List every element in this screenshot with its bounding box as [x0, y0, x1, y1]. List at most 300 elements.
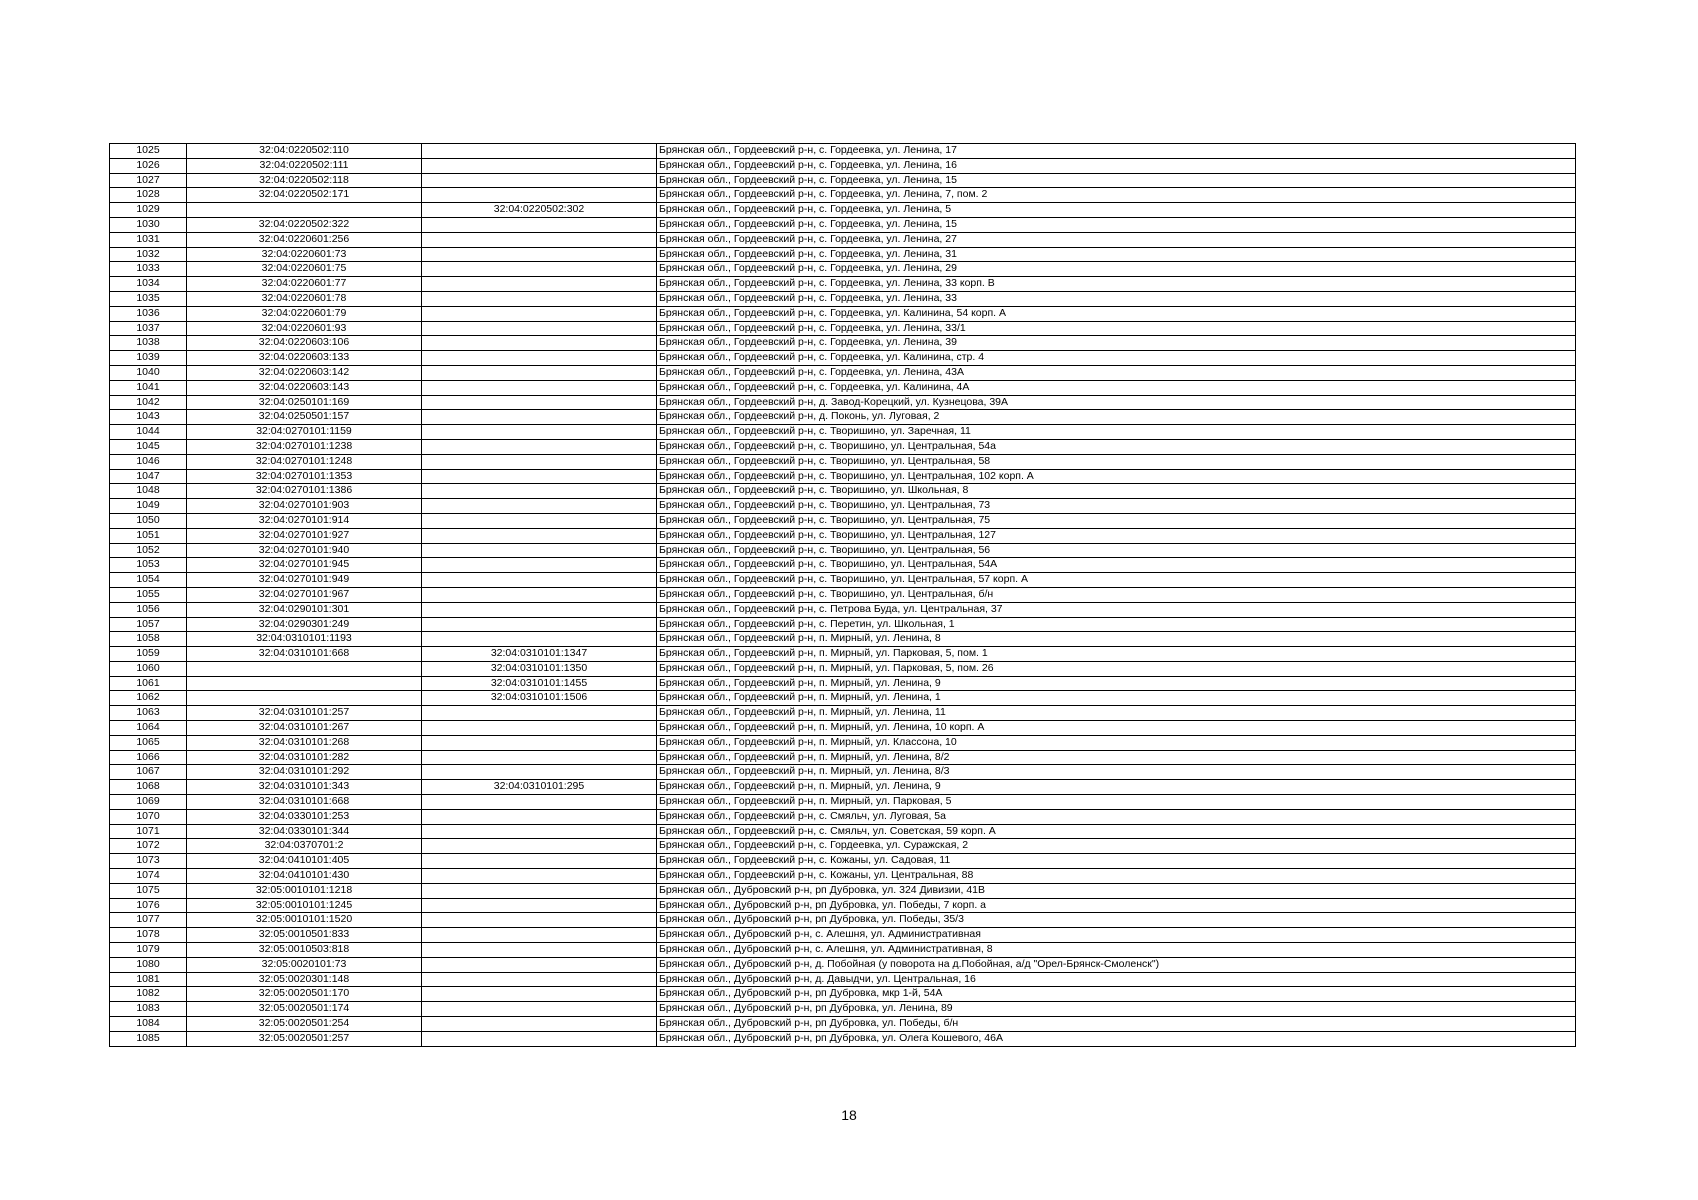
table-row: [110, 558, 1576, 573]
cadastral-number-cell: 32:04:0330101:253: [187, 809, 422, 824]
row-number-cell: 1067: [110, 765, 187, 780]
address-cell: Брянская обл., Гордеевский р-н, с. Петрова Буда, ул. Центральная, 37: [657, 602, 1576, 617]
cadastral-number-cell: 32:04:0220601:75: [187, 262, 422, 277]
table-row: [110, 928, 1576, 943]
row-number-cell: 1051: [110, 528, 187, 543]
cadastral-number-cell: 32:05:0020301:148: [187, 972, 422, 987]
table-row: [110, 602, 1576, 617]
cadastral-number-cell: 32:05:0010101:1218: [187, 883, 422, 898]
table-row: [110, 528, 1576, 543]
row-number-cell: 1079: [110, 943, 187, 958]
table-row: [110, 647, 1576, 662]
table-row: [110, 691, 1576, 706]
table-row: [110, 809, 1576, 824]
address-cell: Брянская обл., Гордеевский р-н, с. Гордеевка, ул. Калинина, 54 корп. А: [657, 306, 1576, 321]
row-number-cell: 1046: [110, 454, 187, 469]
related-cadastral-number-cell: [422, 232, 657, 247]
row-number-cell: 1059: [110, 647, 187, 662]
row-number-cell: 1029: [110, 203, 187, 218]
row-number-cell: 1028: [110, 188, 187, 203]
address-cell: Брянская обл., Гордеевский р-н, п. Мирный, ул. Парковая, 5, пом. 1: [657, 647, 1576, 662]
table-row: [110, 1002, 1576, 1017]
table-row: [110, 957, 1576, 972]
row-number-cell: 1085: [110, 1031, 187, 1046]
address-cell: Брянская обл., Гордеевский р-н, с. Творишино, ул. Центральная, 102 корп. А: [657, 469, 1576, 484]
address-cell: Брянская обл., Гордеевский р-н, п. Мирный, ул. Ленина, 11: [657, 706, 1576, 721]
row-number-cell: 1078: [110, 928, 187, 943]
related-cadastral-number-cell: [422, 1031, 657, 1046]
address-cell: Брянская обл., Гордеевский р-н, д. Завод-Корецкий, ул. Кузнецова, 39А: [657, 395, 1576, 410]
cadastral-number-cell: 32:04:0370701:2: [187, 839, 422, 854]
row-number-cell: 1043: [110, 410, 187, 425]
address-cell: Брянская обл., Гордеевский р-н, п. Мирный, ул. Ленина, 8/3: [657, 765, 1576, 780]
address-cell: Брянская обл., Гордеевский р-н, с. Творишино, ул. Центральная, 54А: [657, 558, 1576, 573]
related-cadastral-number-cell: [422, 484, 657, 499]
cadastral-number-cell: 32:05:0020501:174: [187, 1002, 422, 1017]
table-row: [110, 913, 1576, 928]
address-cell: Брянская обл., Гордеевский р-н, с. Смяльч, ул. Луговая, 5а: [657, 809, 1576, 824]
cadastral-number-cell: 32:04:0270101:903: [187, 499, 422, 514]
table-row: [110, 247, 1576, 262]
table-row: [110, 410, 1576, 425]
related-cadastral-number-cell: [422, 543, 657, 558]
address-cell: Брянская обл., Дубровский р-н, д. Давыдчи, ул. Центральная, 16: [657, 972, 1576, 987]
row-number-cell: 1055: [110, 587, 187, 602]
address-cell: Брянская обл., Гордеевский р-н, с. Творишино, ул. Центральная, 56: [657, 543, 1576, 558]
address-cell: Брянская обл., Гордеевский р-н, с. Творишино, ул. Центральная, 54а: [657, 439, 1576, 454]
table-row: [110, 203, 1576, 218]
related-cadastral-number-cell: [422, 321, 657, 336]
address-cell: Брянская обл., Гордеевский р-н, с. Кожаны, ул. Садовая, 11: [657, 854, 1576, 869]
cadastral-number-cell: 32:04:0220502:171: [187, 188, 422, 203]
row-number-cell: 1031: [110, 232, 187, 247]
address-cell: Брянская обл., Гордеевский р-н, с. Кожаны, ул. Центральная, 88: [657, 869, 1576, 884]
related-cadastral-number-cell: [422, 573, 657, 588]
address-cell: Брянская обл., Дубровский р-н, рп Дубровка, ул. Победы, 7 корп. а: [657, 898, 1576, 913]
related-cadastral-number-cell: [422, 883, 657, 898]
row-number-cell: 1062: [110, 691, 187, 706]
row-number-cell: 1049: [110, 499, 187, 514]
address-cell: Брянская обл., Гордеевский р-н, с. Гордеевка, ул. Ленина, 43А: [657, 365, 1576, 380]
related-cadastral-number-cell: [422, 277, 657, 292]
address-cell: Брянская обл., Гордеевский р-н, д. Поконь, ул. Луговая, 2: [657, 410, 1576, 425]
related-cadastral-number-cell: [422, 247, 657, 262]
address-cell: Брянская обл., Дубровский р-н, д. Побойная (у поворота на д.Побойная, а/д "Орел-Брянск-Смоленск"): [657, 957, 1576, 972]
related-cadastral-number-cell: 32:04:0310101:1350: [422, 661, 657, 676]
cadastral-number-cell: 32:04:0220601:78: [187, 291, 422, 306]
cadastral-number-cell: 32:04:0270101:1248: [187, 454, 422, 469]
address-cell: Брянская обл., Гордеевский р-н, с. Гордеевка, ул. Ленина, 33: [657, 291, 1576, 306]
row-number-cell: 1084: [110, 1017, 187, 1032]
address-cell: Брянская обл., Гордеевский р-н, с. Гордеевка, ул. Ленина, 33 корп. В: [657, 277, 1576, 292]
related-cadastral-number-cell: [422, 735, 657, 750]
address-cell: Брянская обл., Гордеевский р-н, с. Творишино, ул. Центральная, 58: [657, 454, 1576, 469]
related-cadastral-number-cell: [422, 380, 657, 395]
cadastral-number-cell: 32:04:0310101:668: [187, 795, 422, 810]
table-row: [110, 262, 1576, 277]
address-cell: Брянская обл., Гордеевский р-н, с. Творишино, ул. Центральная, б/н: [657, 587, 1576, 602]
row-number-cell: 1026: [110, 158, 187, 173]
cadastral-number-cell: 32:05:0010503:818: [187, 943, 422, 958]
row-number-cell: 1081: [110, 972, 187, 987]
address-cell: Брянская обл., Гордеевский р-н, с. Гордеевка, ул. Ленина, 39: [657, 336, 1576, 351]
row-number-cell: 1063: [110, 706, 187, 721]
related-cadastral-number-cell: [422, 765, 657, 780]
table-row: [110, 425, 1576, 440]
table-row: [110, 587, 1576, 602]
row-number-cell: 1075: [110, 883, 187, 898]
cadastral-number-cell: 32:04:0330101:344: [187, 824, 422, 839]
table-row: [110, 854, 1576, 869]
table-row: [110, 735, 1576, 750]
table-row: [110, 1031, 1576, 1046]
related-cadastral-number-cell: [422, 957, 657, 972]
related-cadastral-number-cell: [422, 439, 657, 454]
related-cadastral-number-cell: [422, 632, 657, 647]
row-number-cell: 1080: [110, 957, 187, 972]
table-row: [110, 721, 1576, 736]
related-cadastral-number-cell: [422, 513, 657, 528]
table-row: [110, 1017, 1576, 1032]
address-cell: Брянская обл., Дубровский р-н, рп Дубровка, ул. Победы, б/н: [657, 1017, 1576, 1032]
cadastral-number-cell: [187, 203, 422, 218]
row-number-cell: 1058: [110, 632, 187, 647]
table-row: [110, 173, 1576, 188]
table-row: [110, 869, 1576, 884]
row-number-cell: 1035: [110, 291, 187, 306]
row-number-cell: 1077: [110, 913, 187, 928]
related-cadastral-number-cell: [422, 721, 657, 736]
address-cell: Брянская обл., Гордеевский р-н, с. Гордеевка, ул. Ленина, 15: [657, 173, 1576, 188]
row-number-cell: 1065: [110, 735, 187, 750]
table-row: [110, 883, 1576, 898]
table-row: [110, 306, 1576, 321]
table-row: [110, 144, 1576, 159]
table-row: [110, 898, 1576, 913]
table-row: [110, 365, 1576, 380]
row-number-cell: 1027: [110, 173, 187, 188]
related-cadastral-number-cell: [422, 291, 657, 306]
table-row: [110, 661, 1576, 676]
related-cadastral-number-cell: [422, 454, 657, 469]
table-row: [110, 780, 1576, 795]
related-cadastral-number-cell: [422, 617, 657, 632]
table-row: [110, 617, 1576, 632]
address-cell: Брянская обл., Гордеевский р-н, с. Гордеевка, ул. Ленина, 5: [657, 203, 1576, 218]
address-cell: Брянская обл., Гордеевский р-н, с. Гордеевка, ул. Ленина, 27: [657, 232, 1576, 247]
related-cadastral-number-cell: [422, 987, 657, 1002]
table-row: [110, 765, 1576, 780]
table-row: [110, 232, 1576, 247]
related-cadastral-number-cell: [422, 1002, 657, 1017]
cadastral-number-cell: 32:04:0220502:118: [187, 173, 422, 188]
cadastral-number-cell: 32:04:0250501:157: [187, 410, 422, 425]
related-cadastral-number-cell: 32:04:0310101:1347: [422, 647, 657, 662]
cadastral-number-cell: 32:04:0220603:143: [187, 380, 422, 395]
cadastral-number-cell: 32:04:0270101:1386: [187, 484, 422, 499]
row-number-cell: 1082: [110, 987, 187, 1002]
related-cadastral-number-cell: 32:04:0310101:295: [422, 780, 657, 795]
cadastral-number-cell: 32:05:0020501:254: [187, 1017, 422, 1032]
related-cadastral-number-cell: [422, 943, 657, 958]
cadastral-number-cell: 32:04:0220603:106: [187, 336, 422, 351]
related-cadastral-number-cell: [422, 395, 657, 410]
registry-table: [109, 143, 1576, 1047]
row-number-cell: 1052: [110, 543, 187, 558]
address-cell: Брянская обл., Гордеевский р-н, с. Творишино, ул. Центральная, 75: [657, 513, 1576, 528]
address-cell: Брянская обл., Гордеевский р-н, с. Гордеевка, ул. Ленина, 15: [657, 217, 1576, 232]
cadastral-number-cell: 32:04:0270101:967: [187, 587, 422, 602]
cadastral-number-cell: 32:04:0270101:914: [187, 513, 422, 528]
row-number-cell: 1047: [110, 469, 187, 484]
related-cadastral-number-cell: [422, 528, 657, 543]
table-row: [110, 291, 1576, 306]
table-row: [110, 321, 1576, 336]
related-cadastral-number-cell: [422, 306, 657, 321]
related-cadastral-number-cell: [422, 854, 657, 869]
related-cadastral-number-cell: [422, 410, 657, 425]
address-cell: Брянская обл., Гордеевский р-н, с. Творишино, ул. Центральная, 127: [657, 528, 1576, 543]
table-row: [110, 839, 1576, 854]
address-cell: Брянская обл., Гордеевский р-н, п. Мирный, ул. Ленина, 8/2: [657, 750, 1576, 765]
cadastral-number-cell: 32:04:0290101:301: [187, 602, 422, 617]
row-number-cell: 1057: [110, 617, 187, 632]
cadastral-number-cell: 32:04:0310101:292: [187, 765, 422, 780]
table-row: [110, 158, 1576, 173]
cadastral-number-cell: 32:04:0410101:405: [187, 854, 422, 869]
related-cadastral-number-cell: [422, 898, 657, 913]
row-number-cell: 1054: [110, 573, 187, 588]
row-number-cell: 1036: [110, 306, 187, 321]
table-row: [110, 395, 1576, 410]
row-number-cell: 1050: [110, 513, 187, 528]
table-row: [110, 750, 1576, 765]
address-cell: Брянская обл., Гордеевский р-н, с. Гордеевка, ул. Ленина, 7, пом. 2: [657, 188, 1576, 203]
related-cadastral-number-cell: [422, 750, 657, 765]
table-row: [110, 469, 1576, 484]
cadastral-number-cell: [187, 676, 422, 691]
address-cell: Брянская обл., Гордеевский р-н, с. Гордеевка, ул. Суражская, 2: [657, 839, 1576, 854]
table-row: [110, 513, 1576, 528]
cadastral-number-cell: 32:04:0290301:249: [187, 617, 422, 632]
related-cadastral-number-cell: [422, 188, 657, 203]
cadastral-number-cell: 32:04:0250101:169: [187, 395, 422, 410]
row-number-cell: 1053: [110, 558, 187, 573]
address-cell: Брянская обл., Гордеевский р-н, с. Гордеевка, ул. Ленина, 17: [657, 144, 1576, 159]
row-number-cell: 1066: [110, 750, 187, 765]
table-row: [110, 573, 1576, 588]
cadastral-number-cell: 32:04:0310101:1193: [187, 632, 422, 647]
address-cell: Брянская обл., Гордеевский р-н, с. Творишино, ул. Заречная, 11: [657, 425, 1576, 440]
related-cadastral-number-cell: [422, 499, 657, 514]
related-cadastral-number-cell: [422, 928, 657, 943]
cadastral-number-cell: 32:04:0220601:79: [187, 306, 422, 321]
row-number-cell: 1083: [110, 1002, 187, 1017]
row-number-cell: 1037: [110, 321, 187, 336]
related-cadastral-number-cell: [422, 913, 657, 928]
address-cell: Брянская обл., Гордеевский р-н, с. Творишино, ул. Центральная, 73: [657, 499, 1576, 514]
page-number: 18: [841, 1107, 857, 1123]
related-cadastral-number-cell: [422, 869, 657, 884]
related-cadastral-number-cell: [422, 809, 657, 824]
cadastral-number-cell: 32:04:0220603:142: [187, 365, 422, 380]
row-number-cell: 1030: [110, 217, 187, 232]
row-number-cell: 1032: [110, 247, 187, 262]
row-number-cell: 1038: [110, 336, 187, 351]
row-number-cell: 1056: [110, 602, 187, 617]
table-row: [110, 795, 1576, 810]
address-cell: Брянская обл., Гордеевский р-н, с. Смяльч, ул. Советская, 59 корп. А: [657, 824, 1576, 839]
cadastral-number-cell: 32:05:0020101:73: [187, 957, 422, 972]
address-cell: Брянская обл., Гордеевский р-н, п. Мирный, ул. Ленина, 1: [657, 691, 1576, 706]
cadastral-number-cell: 32:04:0310101:268: [187, 735, 422, 750]
row-number-cell: 1074: [110, 869, 187, 884]
address-cell: Брянская обл., Гордеевский р-н, с. Творишино, ул. Центральная, 57 корп. А: [657, 573, 1576, 588]
address-cell: Брянская обл., Дубровский р-н, рп Дубровка, ул. Ленина, 89: [657, 1002, 1576, 1017]
row-number-cell: 1064: [110, 721, 187, 736]
address-cell: Брянская обл., Гордеевский р-н, с. Гордеевка, ул. Калинина, стр. 4: [657, 351, 1576, 366]
address-cell: Брянская обл., Гордеевский р-н, п. Мирный, ул. Ленина, 8: [657, 632, 1576, 647]
cadastral-number-cell: 32:04:0220502:322: [187, 217, 422, 232]
address-cell: Брянская обл., Гордеевский р-н, п. Мирный, ул. Парковая, 5, пом. 26: [657, 661, 1576, 676]
row-number-cell: 1039: [110, 351, 187, 366]
related-cadastral-number-cell: 32:04:0310101:1455: [422, 676, 657, 691]
row-number-cell: 1061: [110, 676, 187, 691]
table-row: [110, 706, 1576, 721]
related-cadastral-number-cell: [422, 602, 657, 617]
row-number-cell: 1041: [110, 380, 187, 395]
cadastral-number-cell: 32:04:0410101:430: [187, 869, 422, 884]
address-cell: Брянская обл., Гордеевский р-н, п. Мирный, ул. Классона, 10: [657, 735, 1576, 750]
related-cadastral-number-cell: [422, 824, 657, 839]
related-cadastral-number-cell: 32:04:0310101:1506: [422, 691, 657, 706]
row-number-cell: 1044: [110, 425, 187, 440]
related-cadastral-number-cell: [422, 558, 657, 573]
address-cell: Брянская обл., Дубровский р-н, с. Алешня, ул. Административная: [657, 928, 1576, 943]
table-row: [110, 188, 1576, 203]
related-cadastral-number-cell: [422, 839, 657, 854]
cadastral-number-cell: 32:04:0220601:256: [187, 232, 422, 247]
cadastral-number-cell: 32:04:0220502:111: [187, 158, 422, 173]
row-number-cell: 1073: [110, 854, 187, 869]
related-cadastral-number-cell: [422, 365, 657, 380]
address-cell: Брянская обл., Дубровский р-н, рп Дубровка, ул. Победы, 35/3: [657, 913, 1576, 928]
row-number-cell: 1072: [110, 839, 187, 854]
address-cell: Брянская обл., Гордеевский р-н, п. Мирный, ул. Парковая, 5: [657, 795, 1576, 810]
cadastral-number-cell: 32:04:0270101:1238: [187, 439, 422, 454]
related-cadastral-number-cell: [422, 173, 657, 188]
cadastral-number-cell: 32:04:0220502:110: [187, 144, 422, 159]
cadastral-number-cell: 32:04:0220603:133: [187, 351, 422, 366]
registry-table-body: [110, 144, 1576, 1047]
related-cadastral-number-cell: 32:04:0220502:302: [422, 203, 657, 218]
cadastral-number-cell: 32:04:0310101:668: [187, 647, 422, 662]
related-cadastral-number-cell: [422, 262, 657, 277]
cadastral-number-cell: 32:05:0020501:257: [187, 1031, 422, 1046]
address-cell: Брянская обл., Гордеевский р-н, с. Гордеевка, ул. Ленина, 16: [657, 158, 1576, 173]
table-row: [110, 336, 1576, 351]
cadastral-number-cell: 32:04:0310101:267: [187, 721, 422, 736]
related-cadastral-number-cell: [422, 144, 657, 159]
table-row: [110, 351, 1576, 366]
address-cell: Брянская обл., Дубровский р-н, рп Дубровка, ул. Олега Кошевого, 46А: [657, 1031, 1576, 1046]
cadastral-number-cell: 32:04:0270101:927: [187, 528, 422, 543]
cadastral-number-cell: 32:05:0010501:833: [187, 928, 422, 943]
related-cadastral-number-cell: [422, 972, 657, 987]
cadastral-number-cell: 32:05:0020501:170: [187, 987, 422, 1002]
address-cell: Брянская обл., Гордеевский р-н, с. Гордеевка, ул. Ленина, 33/1: [657, 321, 1576, 336]
table-row: [110, 972, 1576, 987]
table-row: [110, 987, 1576, 1002]
related-cadastral-number-cell: [422, 706, 657, 721]
cadastral-number-cell: 32:04:0270101:1353: [187, 469, 422, 484]
row-number-cell: 1076: [110, 898, 187, 913]
row-number-cell: 1070: [110, 809, 187, 824]
table-row: [110, 380, 1576, 395]
related-cadastral-number-cell: [422, 217, 657, 232]
related-cadastral-number-cell: [422, 469, 657, 484]
table-row: [110, 484, 1576, 499]
row-number-cell: 1025: [110, 144, 187, 159]
address-cell: Брянская обл., Гордеевский р-н, п. Мирный, ул. Ленина, 9: [657, 676, 1576, 691]
address-cell: Брянская обл., Гордеевский р-н, с. Гордеевка, ул. Ленина, 29: [657, 262, 1576, 277]
related-cadastral-number-cell: [422, 158, 657, 173]
table-row: [110, 632, 1576, 647]
table-row: [110, 824, 1576, 839]
table-row: [110, 676, 1576, 691]
cadastral-number-cell: 32:04:0220601:73: [187, 247, 422, 262]
row-number-cell: 1040: [110, 365, 187, 380]
cadastral-number-cell: 32:04:0270101:940: [187, 543, 422, 558]
address-cell: Брянская обл., Гордеевский р-н, с. Гордеевка, ул. Калинина, 4А: [657, 380, 1576, 395]
table-row: [110, 439, 1576, 454]
cadastral-number-cell: [187, 661, 422, 676]
row-number-cell: 1034: [110, 277, 187, 292]
address-cell: Брянская обл., Гордеевский р-н, п. Мирный, ул. Ленина, 9: [657, 780, 1576, 795]
address-cell: Брянская обл., Дубровский р-н, с. Алешня, ул. Административная, 8: [657, 943, 1576, 958]
cadastral-number-cell: 32:05:0010101:1520: [187, 913, 422, 928]
address-cell: Брянская обл., Гордеевский р-н, с. Творишино, ул. Школьная, 8: [657, 484, 1576, 499]
related-cadastral-number-cell: [422, 336, 657, 351]
table-row: [110, 454, 1576, 469]
cadastral-number-cell: 32:04:0270101:949: [187, 573, 422, 588]
row-number-cell: 1068: [110, 780, 187, 795]
row-number-cell: 1042: [110, 395, 187, 410]
address-cell: Брянская обл., Дубровский р-н, рп Дубровка, ул. 324 Дивизии, 41В: [657, 883, 1576, 898]
cadastral-number-cell: [187, 691, 422, 706]
address-cell: Брянская обл., Гордеевский р-н, с. Перетин, ул. Школьная, 1: [657, 617, 1576, 632]
cadastral-number-cell: 32:04:0220601:93: [187, 321, 422, 336]
table-row: [110, 499, 1576, 514]
related-cadastral-number-cell: [422, 587, 657, 602]
address-cell: Брянская обл., Гордеевский р-н, п. Мирный, ул. Ленина, 10 корп. А: [657, 721, 1576, 736]
row-number-cell: 1069: [110, 795, 187, 810]
table-row: [110, 277, 1576, 292]
row-number-cell: 1071: [110, 824, 187, 839]
address-cell: Брянская обл., Дубровский р-н, рп Дубровка, мкр 1-й, 54А: [657, 987, 1576, 1002]
related-cadastral-number-cell: [422, 351, 657, 366]
table-row: [110, 543, 1576, 558]
cadastral-number-cell: 32:04:0310101:257: [187, 706, 422, 721]
related-cadastral-number-cell: [422, 1017, 657, 1032]
address-cell: Брянская обл., Гордеевский р-н, с. Гордеевка, ул. Ленина, 31: [657, 247, 1576, 262]
cadastral-number-cell: 32:04:0310101:282: [187, 750, 422, 765]
row-number-cell: 1045: [110, 439, 187, 454]
related-cadastral-number-cell: [422, 795, 657, 810]
cadastral-number-cell: 32:04:0270101:1159: [187, 425, 422, 440]
cadastral-number-cell: 32:04:0270101:945: [187, 558, 422, 573]
table-row: [110, 217, 1576, 232]
